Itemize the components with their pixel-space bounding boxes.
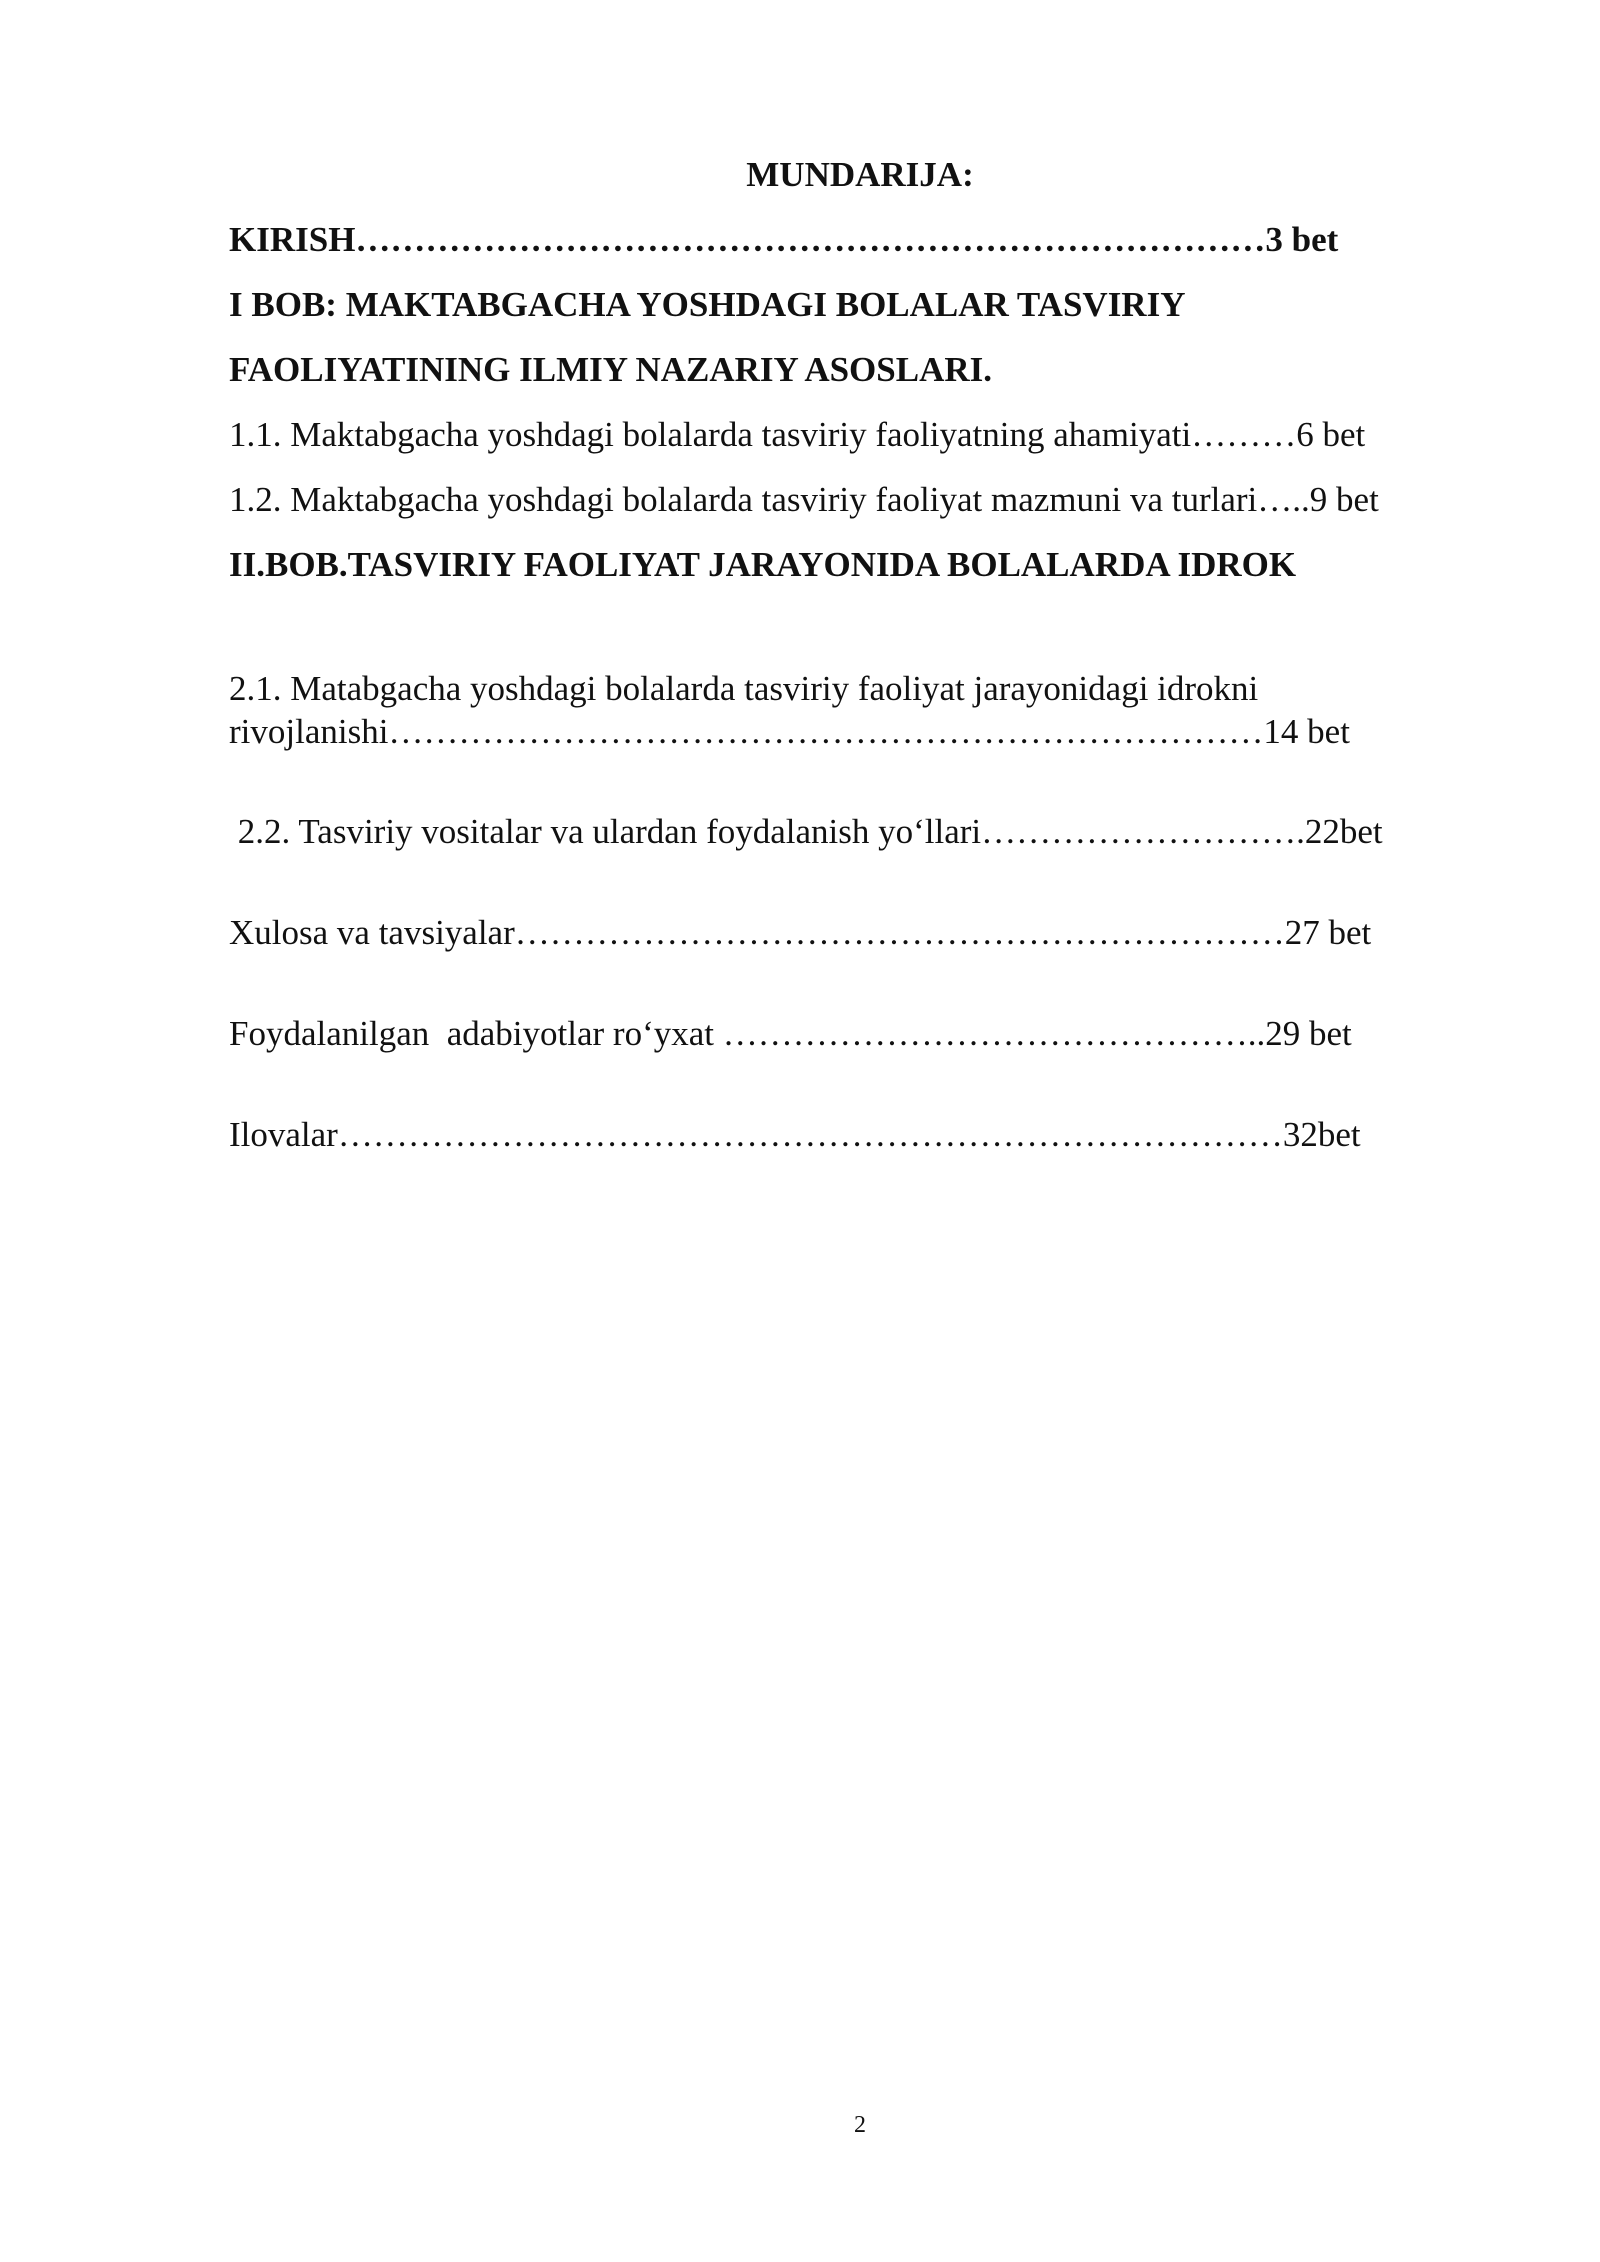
toc-entry-2-1-line2: rivojlanishi…………………………………………………………………14 bet <box>229 712 1350 751</box>
toc-entry-1-1: 1.1. Maktabgacha yoshdagi bolalarda tasviriy faoliyatning ahamiyati………6 bet <box>229 415 1366 454</box>
toc-entry-1-2: 1.2. Maktabgacha yoshdagi bolalarda tasviriy faoliyat mazmuni va turlari…..9 bet <box>229 480 1379 519</box>
toc-entry-2-1-line1: 2.1. Matabgacha yoshdagi bolalarda tasviriy faoliyat jarayonidagi idrokni <box>229 669 1259 708</box>
page-number: 2 <box>854 2112 866 2138</box>
toc-chapter-1-heading-line2: FAOLIYATINING ILMIY NAZARIY ASOSLARI. <box>229 350 993 389</box>
toc-entry-kirish: KIRISH……………………………………………………………………3 bet <box>229 220 1339 259</box>
toc-entry-adabiyotlar: Foydalanilgan adabiyotlar ro‘yxat ………………………………………..29 bet <box>229 1014 1352 1053</box>
toc-entry-ilovalar: Ilovalar………………………………………………………………………32bet <box>229 1115 1361 1154</box>
toc-chapter-2-heading: II.BOB.TASVIRIY FAOLIYAT JARAYONIDA BOLALARDA IDROK <box>229 545 1297 584</box>
toc-entry-2-2: 2.2. Tasviriy vositalar va ulardan foydalanish yo‘llari……………………….22bet <box>229 812 1383 851</box>
toc-chapter-1-heading-line1: I BOB: MAKTABGACHA YOSHDAGI BOLALAR TASVIRIY <box>229 285 1186 324</box>
page-title: MUNDARIJA: <box>746 155 974 194</box>
toc-entry-xulosa: Xulosa va tavsiyalar…………………………………………………………27 bet <box>229 913 1372 952</box>
